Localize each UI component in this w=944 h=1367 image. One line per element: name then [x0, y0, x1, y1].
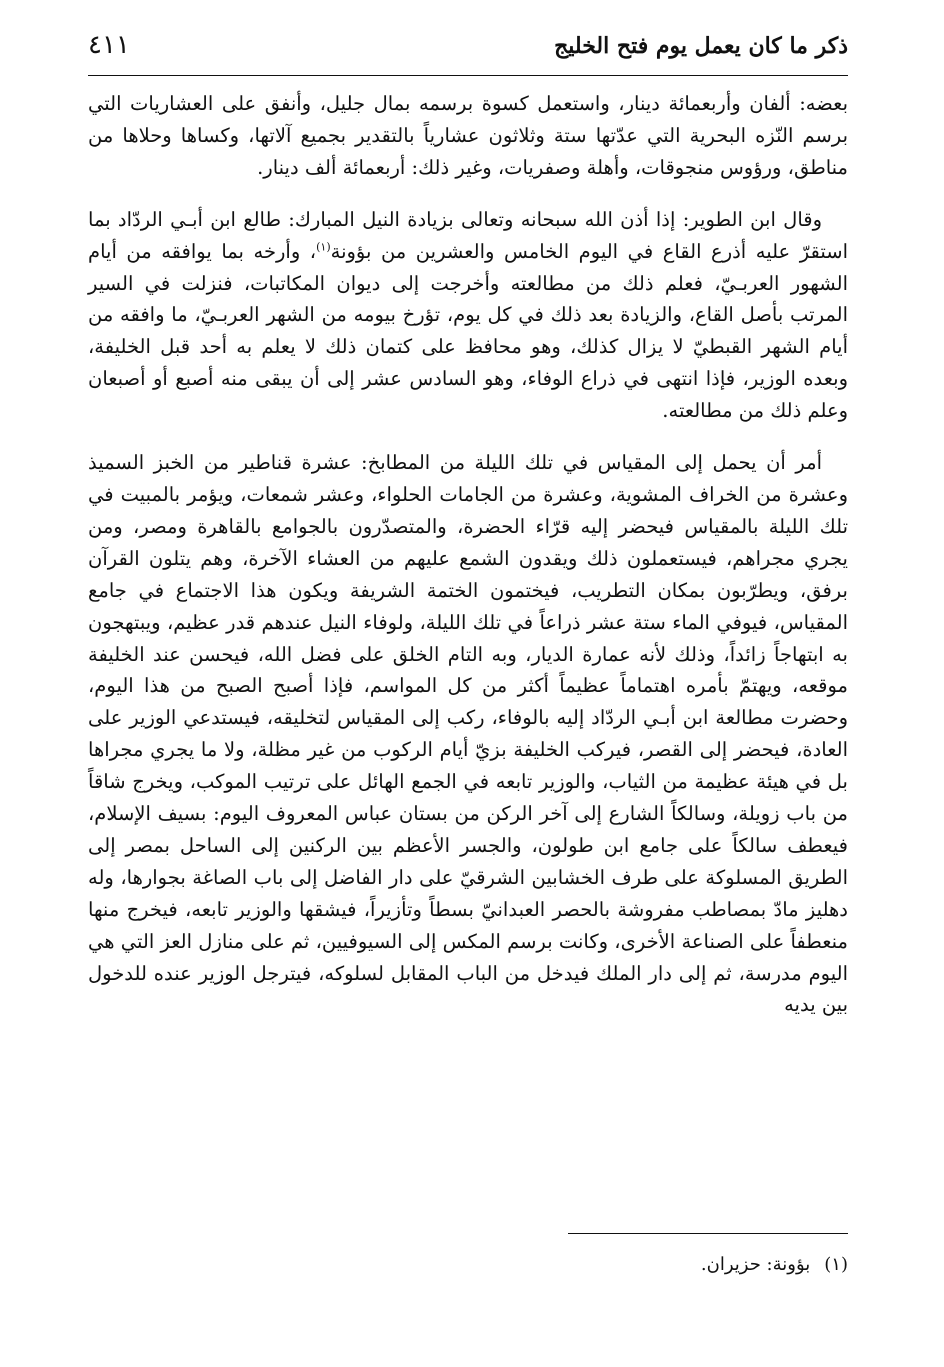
main-text	[88, 88, 848, 1021]
footnote-marker: (١)	[824, 1254, 848, 1275]
footnote-reference: (١)	[316, 240, 331, 254]
footnote-text: بؤونة: حزيران.	[700, 1254, 811, 1275]
paragraph-3: أمر أن يحمل إلى المقياس في تلك الليلة من المطابخ: عشرة قناطير من الخبز السميذ وعشرة من الخراف المشوية، وعشرة من الجامات الحلواء، وعشر شمعات، ويؤمر بالمبيت في تلك الليلة بالمقياس فيحضر إليه قرّاء الحضرة، والمتصدّرون بالجوامع بالقاهرة ومصر، ومن يجري مجراهم، فيستعملون ذلك ويقدون الشمع عليهم من العشاء الآخرة، وهم يتلون القرآن برفق، ويطرّبون بمكان التطريب، فيختمون الختمة الشريفة ويكون هذا الاجتماع في جامع المقياس، فيوفي الماء ستة عشر ذراعاً في تلك الليلة، ولوفاء النيل عندهم قدر عظيم، ويبتهجون به ابتهاجاً زائداً، وذلك لأنه عمارة الديار، وبه التام الخلق على فضل الله، فيحسن عند الخليفة موقعه، ويهتمّ بأمره اهتماماً عظيماً أكثر من كل المواسم، فإذا أصبح الصبح من هذا اليوم، وحضرت مطالعة ابن أبـي الردّاد إليه بالوفاء، ركب إلى المقياس لتخليقه، فيستدعي الوزير على العادة، فيحضر إلى القصر، فيركب الخليفة بزيّ أيام الركوب من غير مظلة، ولا ما يجري مجراها بل في هيئة عظيمة من الثياب، والوزير تابعه في الجمع الهائل على ترتيب الموكب، ويخرج شاقاً من باب زويلة، وسالكاً الشارع إلى آخر الركن من بستان عباس المعروف اليوم: بسيف الإسلام، فيعطف سالكاً على جامع ابن طولون، والجسر الأعظم بين الركنين إلى الساحل بمصر إلى الطريق المسلوكة على طرف الخشابين الشرقيّ على دار الفاضل إلى باب الصاغة بجوارها، وله دهليز مادّ بمصاطب مفروشة بالحصر العبدانيّ بسطاً وتأزيراً، فيشقها والوزير تابعه، فيخرج منها منعطفاً على الصناعة الأخرى، وكانت برسم المكس إلى السيوفيين، ثم على منازل العز التي هي اليوم مدرسة، ثم إلى دار الملك فيدخل من الباب المقابل لسلوكه، فيترجل الوزير عنده للدخول بين يديه	[88, 451, 848, 1017]
paragraph-2-part-2: ، وأرخه بما يوافقه من أيام الشهور العربـيّ، فعلم ذلك من مطالعته وأخرجت إلى ديوان المكاتبات، فنزلت في السير المرتب بأصل القاع، والزيادة بعد ذلك في كل يوم، تؤرخ بيومه من الشهر العربـيّ، ما وافقه من أيام الشهر القبطيّ لا يزال كذلك، وهو محافظ على كتمان ذلك لا يعلم به أحد قبل الخليفة، وبعده الوزير، فإذا انتهى في ذراع الوفاء، وهو السادس عشر إلى أن يبقى منه أصبع أو أصبعان وعلم ذلك من مطالعته.	[88, 239, 848, 423]
running-title: ذكر ما كان يعمل يوم فتح الخليج	[554, 33, 848, 59]
paragraph-2-part-1: وقال ابن الطوير: إذا أذن الله سبحانه وتعالى بزيادة النيل المبارك: طالع ابن أبـي الردّاد بما استقرّ عليه أذرع القاع في اليوم الخامس والعشرين من بؤونة	[88, 207, 848, 263]
header-rule	[88, 75, 848, 76]
page-header	[88, 28, 848, 68]
paragraph-2	[88, 204, 848, 427]
paragraph-1: بعضه: ألفان وأربعمائة دينار، واستعمل كسوة برسمه بمال جليل، وأنفق على العشاريات التي برسم النّزه البحرية التي عدّتها ستة وثلاثون عشارياً بالتقدير بجميع آلاتها، وكساها وحلاها من مناطق، ورؤوس منجوقات، وأهلة وصفريات، وغير ذلك: أربعمائة ألف دينار.	[88, 92, 848, 179]
page-number: ٤١١	[88, 30, 130, 60]
footnote-rule	[568, 1233, 848, 1234]
footnote	[88, 1252, 848, 1278]
